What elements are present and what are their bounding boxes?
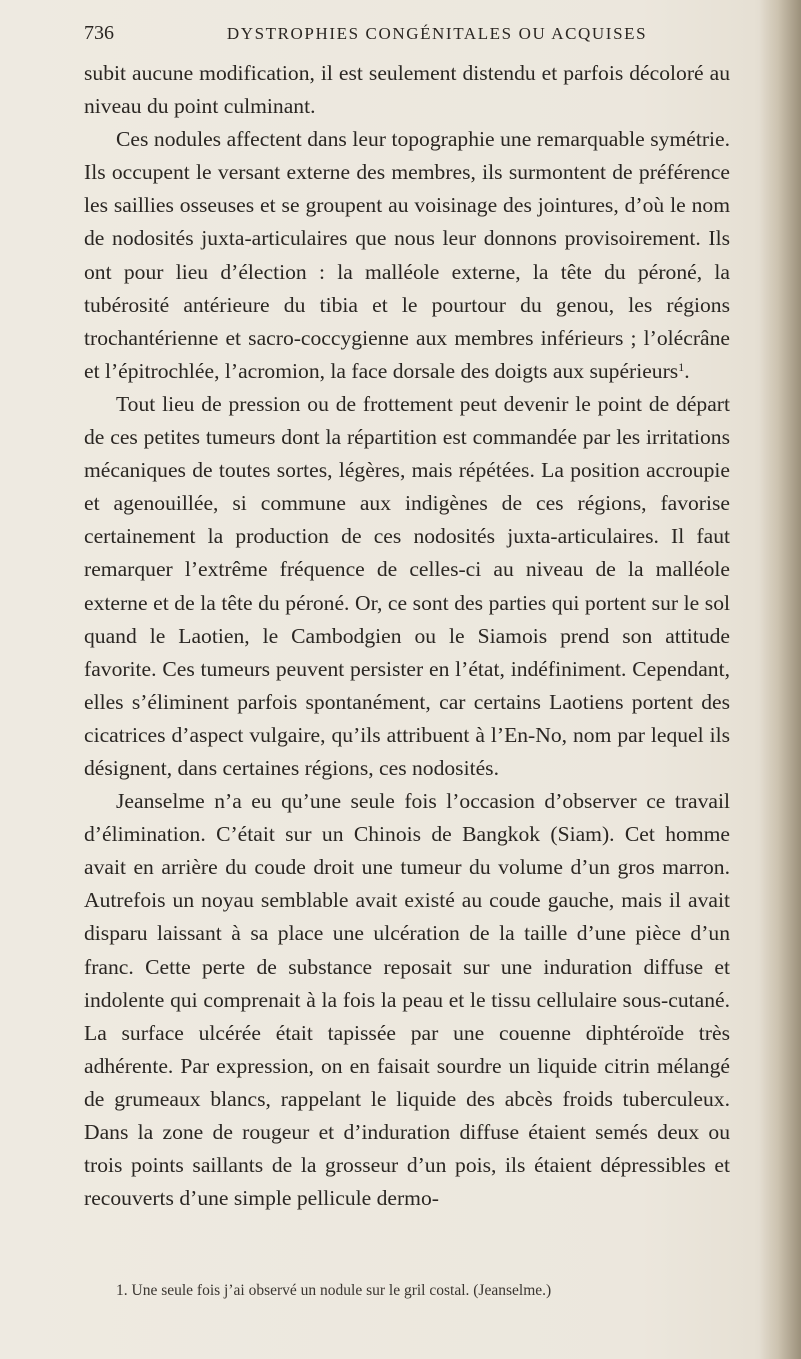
paragraph-1: subit aucune modification, il est seulement distendu et parfois décoloré au niveau du point culminant.	[84, 61, 730, 119]
paragraph-2-text: Ces nodules affectent dans leur topographie une remarquable symétrie. Ils occupent le versant externe des membres, ils surmontent de préférence les saillies osseuses et se groupent au voisinage des jointures, d’où le nom de nodosités juxta-articulaires que nous leur donnons provisoirement. Ils ont pour lieu d’élection : la malléole externe, la tête du péroné, la tubérosité antérieure du tibia et le pourtour du genou, les régions trochantérienne et sacro-coccygienne aux membres inférieurs ; l’olécrâne et l’épitrochlée, l’acromion, la face dorsale des doigts aux supérieurs	[84, 127, 730, 383]
page-edge-shadow	[759, 0, 801, 1359]
page-header	[84, 16, 730, 46]
page-number: 736	[84, 22, 114, 44]
body-text	[84, 57, 730, 1215]
running-title: DYSTROPHIES CONGÉNITALES OU ACQUISES	[226, 24, 648, 43]
paragraph-3: Tout lieu de pression ou de frottement peut devenir le point de départ de ces petites tumeurs dont la répartition est commandée par les irritations mécaniques de toutes sortes, légères, mais répétées. La position accroupie et agenouillée, si commune aux indigènes de ces régions, favorise certainement la production de ces nodosités juxta-articulaires. Il faut remarquer l’extrême fréquence de celles-ci au niveau de la malléole externe et de la tête du péroné. Or, ce sont des parties qui portent sur le sol quand le Laotien, le Cambodgien ou le Siamois prend son attitude favorite. Ces tumeurs peuvent persister en l’état, indéfiniment. Cependant, elles s’éliminent parfois spontanément, car certains Laotiens portent des cicatrices d’aspect vulgaire, qu’ils attribuent à l’En-No, nom par lequel ils désignent, dans certaines régions, ces nodosités.	[84, 391, 730, 780]
paragraph-2-end: .	[684, 358, 690, 383]
paragraph-4: Jeanselme n’a eu qu’une seule fois l’occasion d’observer ce travail d’élimination. C’était sur un Chinois de Bangkok (Siam). Cet homme avait en arrière du coude droit une tumeur du volume d’un gros marron. Autrefois un noyau semblable avait existé au coude gauche, mais il avait disparu laissant à sa place une ulcération de la taille d’une pièce d’un franc. Cette perte de substance reposait sur une induration diffuse et indolente qui comprenait à la fois la peau et le tissu cellulaire sous-cutané. La surface ulcérée était tapissée par une couenne diphtéroïde très adhérente. Par expression, on en faisait sourdre un liquide citrin mélangé de grumeaux blancs, rappelant le liquide des abcès froids tuberculeux. Dans la zone de rougeur et d’induration diffuse étaient semés deux ou trois points saillants de la grosseur d’un pois, ils étaient dépressibles et recouverts d’une simple pellicule dermo-	[84, 789, 730, 1211]
footnote: 1. Une seule fois j’ai observé un nodule sur le gril costal. (Jeanselme.)	[116, 1282, 552, 1299]
paragraph-2	[84, 123, 730, 388]
footnote-reference: 1	[678, 359, 685, 374]
